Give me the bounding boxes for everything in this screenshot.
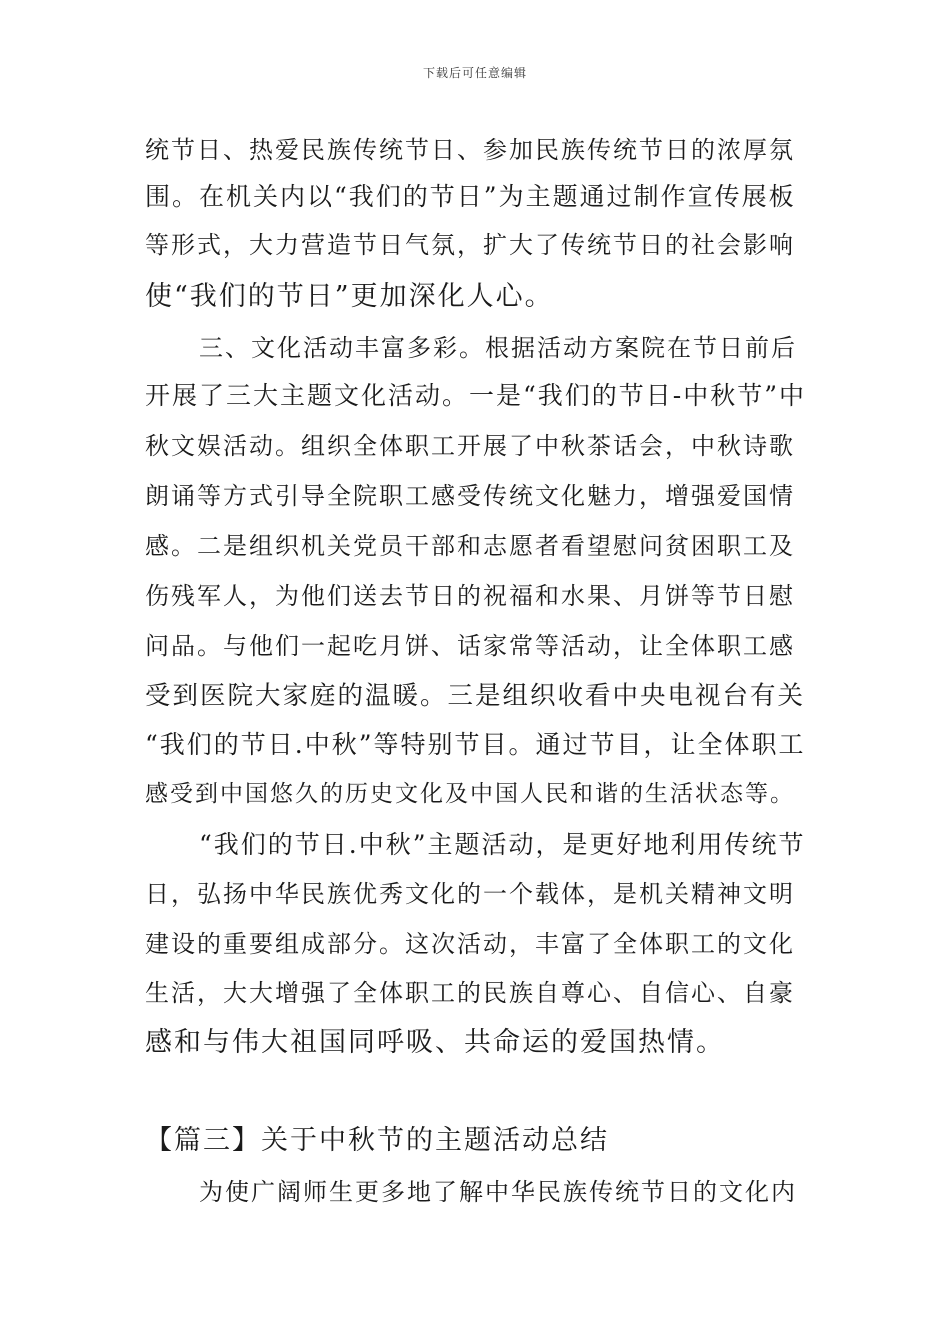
body-line: 统节日、热爱民族传统节日、参加民族传统节日的浓厚氛 (145, 136, 795, 164)
body-line: “我们的节日.中秋”等特别节目。通过节目，让全体职工 (145, 730, 806, 759)
body-line: 秋文娱活动。组织全体职工开展了中秋茶话会，中秋诗歌 (145, 432, 795, 460)
body-line: 受到医院大家庭的温暖。三是组织收看中央电视台有关 (145, 681, 806, 711)
body-line: 等形式，大力营造节日气氛，扩大了传统节日的社会影响 (145, 231, 795, 259)
body-line: 伤残军人，为他们送去节日的祝福和水果、月饼等节日慰 (145, 582, 795, 610)
body-line: 感和与伟大祖国同呼吸、共命运的爱国热情。 (145, 1027, 725, 1058)
body-line: 朗诵等方式引导全院职工感受传统文化魅力，增强爱国情 (145, 482, 795, 510)
body-line: 日，弘扬中华民族优秀文化的一个载体，是机关精神文明 (145, 880, 795, 908)
body-line: 建设的重要组成部分。这次活动，丰富了全体职工的文化 (145, 930, 795, 958)
body-line: 围。在机关内以“我们的节日”为主题通过制作宣传展板 (145, 182, 796, 211)
body-line: 感受到中国悠久的历史文化及中国人民和谐的生活状态等。 (145, 781, 795, 807)
body-line: 使“我们的节日”更加深化人心。 (145, 281, 554, 312)
body-line: 问品。与他们一起吃月饼、话家常等活动，让全体职工感 (145, 632, 795, 660)
section-heading: 【篇三】关于中秋节的主题活动总结 (145, 1125, 609, 1156)
body-line: 生活，大大增强了全体职工的民族自尊心、自信心、自豪 (145, 979, 795, 1007)
body-line: 感。二是组织机关党员干部和志愿者看望慰问贫困职工及 (145, 532, 795, 560)
body-line: “我们的节日.中秋”主题活动，是更好地利用传统节 (199, 830, 806, 859)
body-line: 开展了三大主题文化活动。一是“我们的节日-中秋节”中 (145, 381, 807, 410)
page-header-note: 下载后可任意编辑 (422, 66, 527, 80)
body-line: 为使广阔师生更多地了解中华民族传统节日的文化内 (199, 1178, 797, 1206)
body-line: 三、文化活动丰富多彩。根据活动方案院在节日前后 (199, 334, 797, 362)
